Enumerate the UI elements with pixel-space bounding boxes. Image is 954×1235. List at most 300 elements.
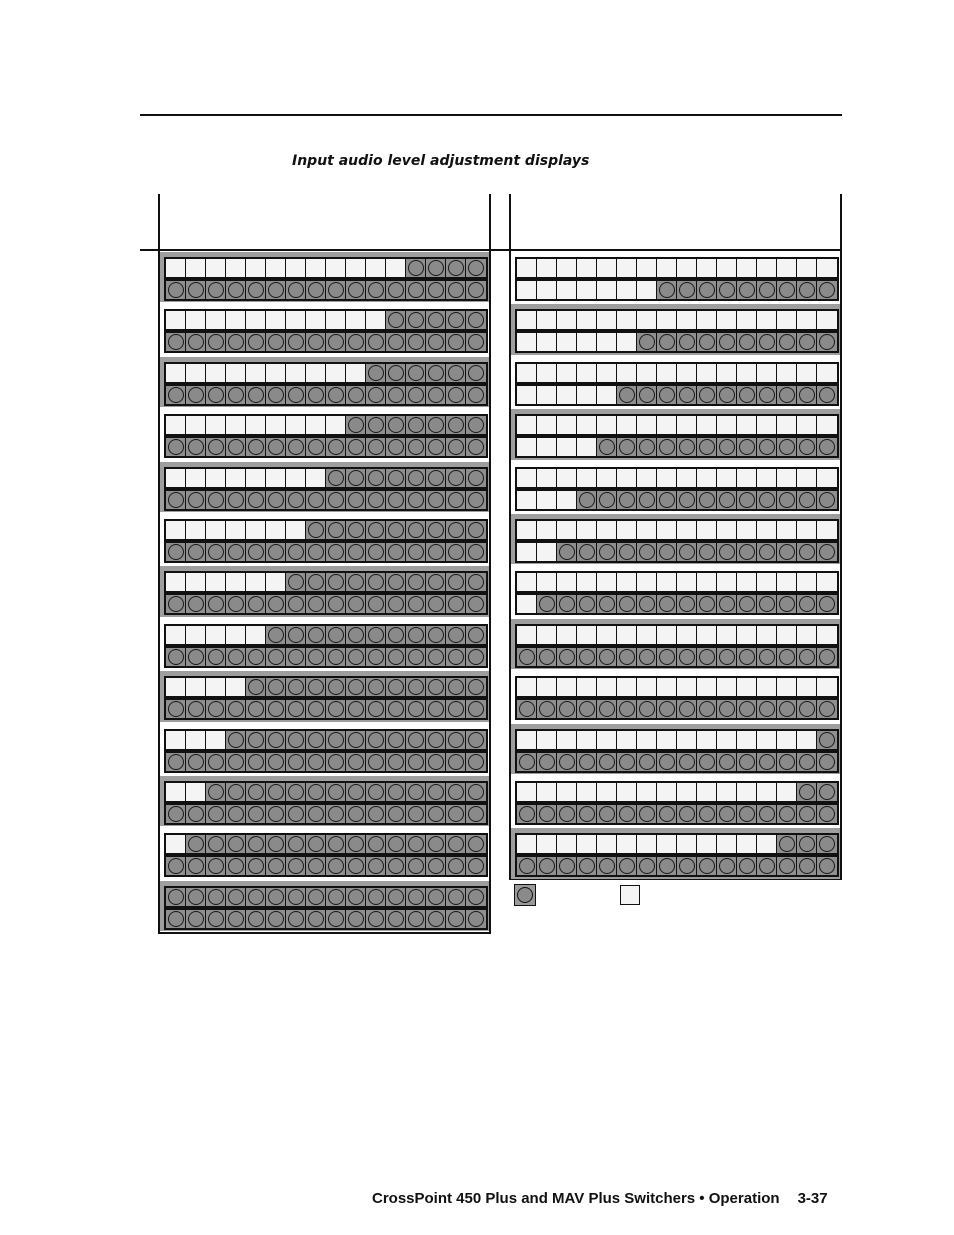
lit-led xyxy=(657,333,677,351)
lit-led xyxy=(797,805,817,823)
lit-led xyxy=(306,595,326,613)
lit-led xyxy=(306,753,326,771)
lower-led-strip xyxy=(515,646,839,668)
unlit-led xyxy=(537,364,557,382)
lit-led xyxy=(166,857,186,875)
lit-led xyxy=(346,386,366,404)
unlit-led xyxy=(797,364,817,382)
lit-led xyxy=(366,416,386,434)
unlit-led xyxy=(777,469,797,487)
lit-led xyxy=(266,595,286,613)
unlit-led xyxy=(697,521,717,539)
unlit-led xyxy=(617,364,637,382)
lit-led xyxy=(166,648,186,666)
lit-led xyxy=(777,595,797,613)
lit-led xyxy=(346,805,366,823)
unlit-led xyxy=(266,311,286,329)
lit-led xyxy=(426,753,446,771)
lit-led xyxy=(657,386,677,404)
lit-led xyxy=(537,700,557,718)
lit-led xyxy=(326,595,346,613)
lit-led xyxy=(386,333,406,351)
unlit-led xyxy=(186,678,206,696)
level-display-7 xyxy=(511,566,840,616)
lit-led xyxy=(637,386,657,404)
lit-led xyxy=(186,595,206,613)
lit-led xyxy=(466,259,486,277)
lit-led xyxy=(406,438,426,456)
lit-led xyxy=(517,753,537,771)
lit-led xyxy=(386,543,406,561)
unlit-led xyxy=(186,416,206,434)
unlit-led xyxy=(617,311,637,329)
lit-led xyxy=(386,438,406,456)
lit-led xyxy=(266,648,286,666)
lit-led xyxy=(697,543,717,561)
lit-led xyxy=(446,469,466,487)
unlit-led xyxy=(597,416,617,434)
unlit-led xyxy=(226,573,246,591)
lower-led-strip xyxy=(164,541,488,563)
unlit-led xyxy=(537,438,557,456)
lit-led xyxy=(677,386,697,404)
lit-led xyxy=(406,648,426,666)
unlit-led xyxy=(677,259,697,277)
lit-led xyxy=(466,573,486,591)
unlit-led xyxy=(637,311,657,329)
lit-led xyxy=(466,595,486,613)
lit-led xyxy=(797,753,817,771)
unlit-led xyxy=(637,364,657,382)
lit-led xyxy=(326,626,346,644)
unlit-led xyxy=(206,416,226,434)
unlit-led xyxy=(757,626,777,644)
unlit-led xyxy=(777,259,797,277)
lit-led xyxy=(366,438,386,456)
lit-led xyxy=(206,700,226,718)
unlit-led xyxy=(697,573,717,591)
lit-led xyxy=(226,648,246,666)
upper-led-strip xyxy=(515,467,839,489)
lit-led xyxy=(677,491,697,509)
unlit-led xyxy=(226,626,246,644)
lit-led xyxy=(206,888,226,906)
lower-led-strip xyxy=(164,803,488,825)
lit-led xyxy=(697,753,717,771)
lit-led xyxy=(406,783,426,801)
unlit-led xyxy=(577,678,597,696)
level-display-2 xyxy=(160,304,489,354)
unlit-led xyxy=(717,678,737,696)
unlit-led xyxy=(557,521,577,539)
unlit-led xyxy=(166,311,186,329)
lit-led xyxy=(306,783,326,801)
unlit-led xyxy=(366,311,386,329)
unlit-led xyxy=(557,783,577,801)
lit-led xyxy=(777,281,797,299)
lower-led-strip xyxy=(515,489,839,511)
unlit-led xyxy=(677,783,697,801)
lit-led xyxy=(266,491,286,509)
lit-led xyxy=(817,835,837,853)
lit-led xyxy=(657,805,677,823)
lit-led xyxy=(757,438,777,456)
unlit-led xyxy=(517,543,537,561)
lit-led xyxy=(446,491,466,509)
lit-led xyxy=(326,888,346,906)
lit-led xyxy=(186,386,206,404)
lit-led xyxy=(537,648,557,666)
lit-led xyxy=(637,700,657,718)
unlit-led xyxy=(717,573,737,591)
unlit-led xyxy=(797,731,817,749)
lit-led xyxy=(386,595,406,613)
lower-led-strip xyxy=(515,279,839,301)
unlit-led xyxy=(557,333,577,351)
lit-led xyxy=(757,543,777,561)
lit-led xyxy=(166,438,186,456)
lit-led xyxy=(346,281,366,299)
unlit-led xyxy=(186,783,206,801)
unlit-led xyxy=(517,386,537,404)
lit-led xyxy=(617,753,637,771)
lower-led-strip xyxy=(515,331,839,353)
unlit-led xyxy=(637,521,657,539)
lit-led xyxy=(597,491,617,509)
unlit-led xyxy=(186,573,206,591)
unlit-led xyxy=(557,491,577,509)
unlit-led xyxy=(637,416,657,434)
lit-led xyxy=(326,910,346,928)
lit-led xyxy=(246,835,266,853)
unlit-led xyxy=(657,521,677,539)
lit-led xyxy=(366,543,386,561)
unlit-led xyxy=(677,835,697,853)
lit-led xyxy=(286,783,306,801)
lit-led xyxy=(306,700,326,718)
lit-led xyxy=(286,753,306,771)
lit-led xyxy=(406,386,426,404)
unlit-led xyxy=(306,259,326,277)
lit-led xyxy=(246,386,266,404)
unlit-led xyxy=(737,364,757,382)
lit-led xyxy=(206,753,226,771)
lit-led xyxy=(246,543,266,561)
unlit-led xyxy=(557,386,577,404)
unlit-led xyxy=(386,259,406,277)
lit-led xyxy=(286,888,306,906)
lit-led xyxy=(326,386,346,404)
lit-led xyxy=(306,281,326,299)
lit-led xyxy=(426,731,446,749)
lit-led xyxy=(306,573,326,591)
lit-led xyxy=(186,333,206,351)
unlit-led xyxy=(717,259,737,277)
lit-led xyxy=(246,438,266,456)
lit-led xyxy=(226,857,246,875)
unlit-led xyxy=(226,469,246,487)
lit-led xyxy=(797,595,817,613)
lit-led xyxy=(677,595,697,613)
lit-led xyxy=(306,678,326,696)
unlit-led xyxy=(657,731,677,749)
lower-led-strip xyxy=(164,279,488,301)
lit-led xyxy=(346,573,366,591)
lit-led xyxy=(366,491,386,509)
lit-led xyxy=(557,857,577,875)
unlit-led xyxy=(186,626,206,644)
lit-led xyxy=(206,491,226,509)
lower-led-strip xyxy=(164,751,488,773)
unlit-led xyxy=(326,416,346,434)
page-number: 3-37 xyxy=(797,1190,828,1207)
lit-led xyxy=(426,888,446,906)
lit-led xyxy=(306,910,326,928)
lit-led xyxy=(286,835,306,853)
lit-led xyxy=(446,678,466,696)
lower-led-strip xyxy=(515,698,839,720)
upper-led-strip xyxy=(164,362,488,384)
lit-led xyxy=(346,521,366,539)
lit-led xyxy=(226,438,246,456)
lit-led xyxy=(266,678,286,696)
lit-led xyxy=(737,438,757,456)
unlit-led xyxy=(797,678,817,696)
unlit-led xyxy=(757,521,777,539)
lit-led xyxy=(817,491,837,509)
unlit-led xyxy=(577,835,597,853)
lit-led xyxy=(557,595,577,613)
unlit-led xyxy=(797,416,817,434)
lit-led xyxy=(266,386,286,404)
lit-led xyxy=(446,595,466,613)
unlit-led xyxy=(206,678,226,696)
lit-led xyxy=(466,469,486,487)
lit-led xyxy=(426,469,446,487)
lit-led xyxy=(266,753,286,771)
lit-led xyxy=(577,648,597,666)
unlit-led xyxy=(537,626,557,644)
lit-led xyxy=(757,805,777,823)
unlit-led xyxy=(617,573,637,591)
lit-led xyxy=(797,438,817,456)
lit-led xyxy=(637,543,657,561)
unlit-led xyxy=(737,311,757,329)
lit-led xyxy=(446,910,466,928)
lit-led xyxy=(366,521,386,539)
lit-led xyxy=(226,910,246,928)
lit-led xyxy=(226,700,246,718)
unlit-led xyxy=(597,311,617,329)
lit-led xyxy=(166,888,186,906)
lit-led xyxy=(246,783,266,801)
lit-led xyxy=(466,626,486,644)
lit-led xyxy=(206,783,226,801)
unlit-led xyxy=(777,731,797,749)
lit-led xyxy=(386,700,406,718)
unlit-led xyxy=(557,626,577,644)
lit-led xyxy=(466,783,486,801)
unlit-led xyxy=(246,626,266,644)
lit-led xyxy=(286,700,306,718)
lit-led xyxy=(366,731,386,749)
lit-led-legend-icon xyxy=(514,884,536,906)
lit-led xyxy=(406,521,426,539)
level-display-9 xyxy=(160,671,489,721)
unlit-led xyxy=(306,416,326,434)
footer-text: CrossPoint 450 Plus and MAV Plus Switchers • Operation xyxy=(372,1190,780,1207)
lit-led xyxy=(166,910,186,928)
unlit-led xyxy=(617,521,637,539)
unlit-led xyxy=(537,491,557,509)
level-display-3 xyxy=(511,357,840,407)
lit-led xyxy=(386,364,406,382)
lit-led xyxy=(777,438,797,456)
unlit-led xyxy=(537,386,557,404)
lit-led xyxy=(577,491,597,509)
unlit-led xyxy=(737,416,757,434)
lit-led xyxy=(466,438,486,456)
lit-led xyxy=(617,386,637,404)
lit-led xyxy=(406,910,426,928)
unlit-led xyxy=(737,573,757,591)
unlit-led xyxy=(597,678,617,696)
lit-led xyxy=(717,857,737,875)
unlit-led xyxy=(226,259,246,277)
unlit-led xyxy=(186,364,206,382)
lit-led xyxy=(617,491,637,509)
lit-led xyxy=(306,386,326,404)
lit-led xyxy=(617,595,637,613)
unlit-led xyxy=(226,678,246,696)
lit-led xyxy=(346,469,366,487)
unlit-led xyxy=(757,783,777,801)
unlit-led xyxy=(817,469,837,487)
unlit-led xyxy=(557,259,577,277)
lit-led xyxy=(386,521,406,539)
unlit-led xyxy=(577,521,597,539)
lit-led xyxy=(366,626,386,644)
unlit-led xyxy=(577,438,597,456)
lit-led xyxy=(346,416,366,434)
lit-led xyxy=(266,700,286,718)
lit-led xyxy=(426,386,446,404)
lit-led xyxy=(386,573,406,591)
lit-led xyxy=(346,438,366,456)
lit-led xyxy=(326,678,346,696)
lit-led xyxy=(517,805,537,823)
lit-led xyxy=(737,753,757,771)
lit-led xyxy=(246,648,266,666)
lit-led xyxy=(557,700,577,718)
lit-led xyxy=(206,595,226,613)
lit-led xyxy=(597,543,617,561)
figure-title: Input audio level adjustment displays xyxy=(292,153,590,169)
lit-led xyxy=(406,259,426,277)
lit-led xyxy=(426,416,446,434)
lit-led xyxy=(697,333,717,351)
upper-led-strip xyxy=(164,729,488,751)
unlit-led xyxy=(797,521,817,539)
unlit-led xyxy=(186,311,206,329)
lit-led xyxy=(677,700,697,718)
lit-led xyxy=(306,857,326,875)
lit-led xyxy=(346,888,366,906)
lit-led xyxy=(446,281,466,299)
unlit-led xyxy=(737,835,757,853)
lit-led xyxy=(386,469,406,487)
unlit-led xyxy=(717,783,737,801)
unlit-led xyxy=(577,386,597,404)
level-display-1 xyxy=(160,252,489,302)
upper-led-strip xyxy=(515,833,839,855)
unlit-led xyxy=(246,521,266,539)
unlit-led xyxy=(777,626,797,644)
unlit-led xyxy=(617,333,637,351)
upper-led-strip xyxy=(515,571,839,593)
lit-led xyxy=(246,700,266,718)
lit-led xyxy=(326,573,346,591)
unlit-led xyxy=(597,333,617,351)
lit-led xyxy=(446,805,466,823)
lit-led xyxy=(406,416,426,434)
lit-led xyxy=(286,438,306,456)
table-line-right xyxy=(840,194,842,880)
unlit-led xyxy=(677,364,697,382)
unlit-led xyxy=(266,469,286,487)
unlit-led xyxy=(166,626,186,644)
unlit-led xyxy=(737,731,757,749)
lit-led xyxy=(346,491,366,509)
lit-led xyxy=(777,857,797,875)
unlit-led xyxy=(777,364,797,382)
unlit-led xyxy=(517,626,537,644)
lit-led xyxy=(737,281,757,299)
lit-led xyxy=(517,648,537,666)
lit-led xyxy=(326,438,346,456)
lower-led-strip xyxy=(515,803,839,825)
level-display-10 xyxy=(511,724,840,774)
lit-led xyxy=(777,491,797,509)
lit-led xyxy=(446,416,466,434)
lit-led xyxy=(386,753,406,771)
unlit-led xyxy=(537,573,557,591)
lit-led xyxy=(406,700,426,718)
lit-led xyxy=(386,386,406,404)
unlit-led xyxy=(757,573,777,591)
unlit-led xyxy=(677,416,697,434)
lit-led xyxy=(597,857,617,875)
unlit-led xyxy=(657,311,677,329)
lit-led xyxy=(677,333,697,351)
unlit-led xyxy=(717,416,737,434)
unlit-led xyxy=(817,626,837,644)
lit-led xyxy=(737,700,757,718)
unlit-led xyxy=(817,416,837,434)
lit-led xyxy=(737,333,757,351)
unlit-led xyxy=(186,521,206,539)
lit-led xyxy=(326,281,346,299)
lit-led xyxy=(266,857,286,875)
lit-led xyxy=(717,333,737,351)
lit-led xyxy=(166,491,186,509)
lit-led xyxy=(406,753,426,771)
lit-led xyxy=(597,753,617,771)
lit-led xyxy=(617,438,637,456)
lit-led xyxy=(326,835,346,853)
lit-led xyxy=(266,543,286,561)
lit-led xyxy=(637,438,657,456)
